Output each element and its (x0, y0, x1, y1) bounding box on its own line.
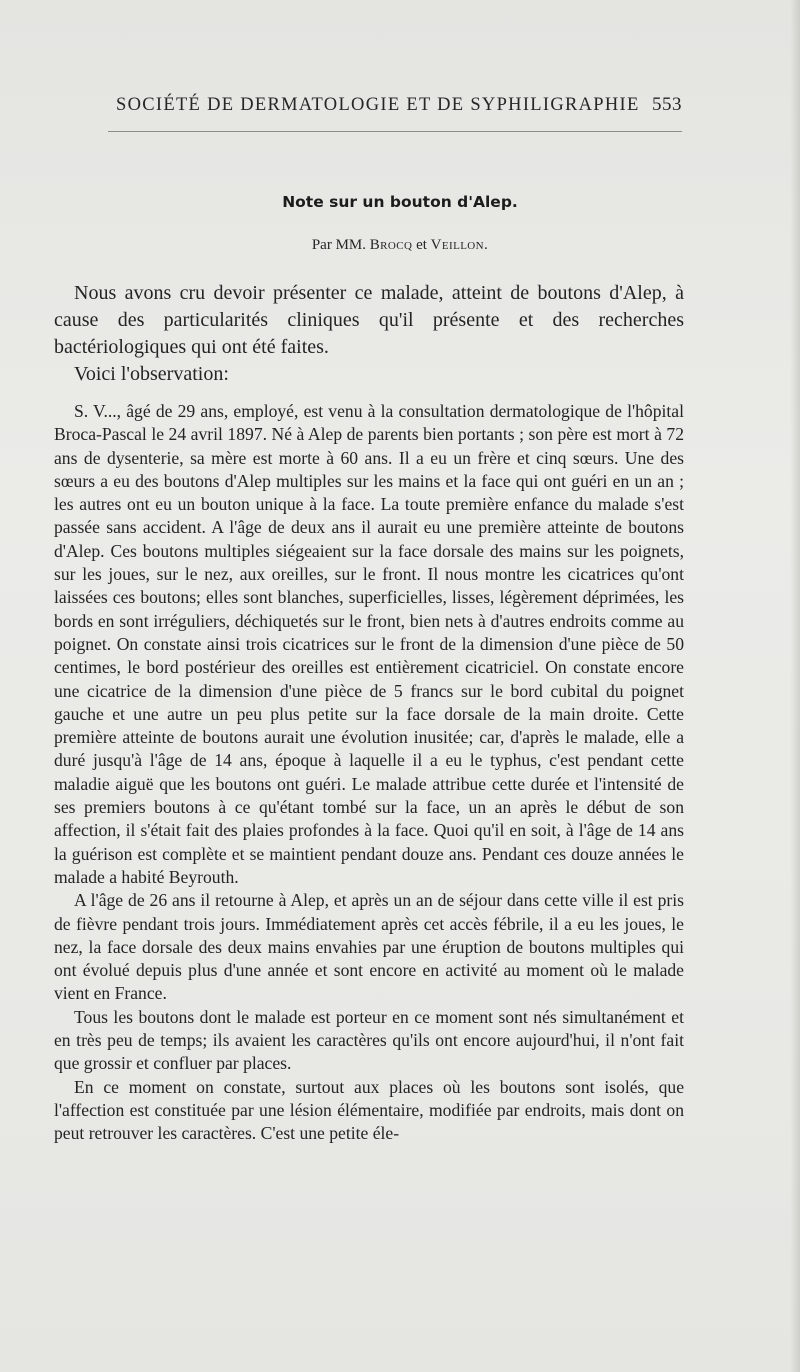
header-rule (108, 131, 682, 132)
page-edge-shadow (790, 0, 800, 1372)
observation-paragraph: S. V..., âgé de 29 ans, employé, est venu à la consultation dermatologique de l'hôpital Broca-Pascal le 24 avril 1897. Né à Alep de parents bien portants ; son père est mort à 72 ans de dysenterie, sa mère est morte à 60 ans. Il a eu un frère et cinq sœurs. Une des sœurs a eu des boutons d'Alep multiples sur les mains et la face qui ont guéri en un an ; les autres ont eu un bouton unique à la face. La toute première enfance du malade s'est passée sans accident. A l'âge de deux ans il aurait eu une première atteinte de boutons d'Alep. Ces boutons multiples siégeaient sur la face dorsale des mains sur les poignets, sur les joues, sur le nez, aux oreilles, sur le front. Il nous montre les cicatrices qu'ont laissées ces boutons; elles sont blanches, superficielles, lisses, légèrement déprimées, les bords en sont irréguliers, déchiquetés sur le front, bien nets à d'autres endroits comme au poignet. On constate ainsi trois cicatrices sur le front de la dimension d'une pièce de 50 centimes, le bord postérieur des oreilles est entièrement cicatriciel. On constate encore une cicatrice de la dimension d'une pièce de 5 francs sur le bord cubital du poignet gauche et une autre un peu plus petite sur la face dorsale de la main droite. Cette première atteinte de boutons aurait une évolution inusitée; car, d'après le malade, elle a duré jusqu'à l'âge de 14 ans, époque à laquelle il a eu le typhus, c'est pendant cette maladie aiguë que les boutons ont guéri. Le malade attribue cette durée et l'intensité de ses premiers boutons à ce qu'étant tombé sur la face, un an après le début de son affection, il s'était fait des plaies profondes à la face. Quoi qu'il en soit, à l'âge de 14 ans la guérison est complète et se maintient pendant douze ans. Pendant ces douze années le malade a habité Beyrouth. (54, 401, 684, 887)
authors-conjunction: et (416, 237, 427, 253)
article-title: Note sur un bouton d'Alep. (282, 193, 518, 211)
observation-paragraph: En ce moment on constate, surtout aux places où les boutons sont isolés, que l'affection est constituée par une lésion élémentaire, modifiée par endroits, mais dont on peut retrouver les caractères. C'est une petite éle- (54, 1076, 684, 1144)
observation-body (54, 400, 684, 1146)
observation-paragraph: Tous les boutons dont le malade est porteur en ce moment sont nés simultanément et en très peu de temps; ils avaient les caractères qu'ils ont encore aujourd'hui, il n'ont fait que grossir et confluer par places. (54, 1006, 684, 1074)
intro-paragraph: Nous avons cru devoir présenter ce malade, atteint de boutons d'Alep, à cause des particularités cliniques qu'il présente et des recherches bactériologiques qui ont été faites. (54, 282, 684, 358)
page-number: 553 (652, 94, 682, 115)
authors-prefix: Par MM. (311, 237, 366, 253)
running-header (116, 94, 682, 116)
article-authors (0, 237, 800, 254)
author-brocq: Brocq (369, 237, 413, 253)
running-title: SOCIÉTÉ DE DERMATOLOGIE ET DE SYPHILIGRAPHIE (116, 95, 640, 115)
intro-observation-lead: Voici l'observation: (74, 363, 229, 385)
observation-paragraph: A l'âge de 26 ans il retourne à Alep, et après un an de séjour dans cette ville il est pris de fièvre pendant trois jours. Immédiatement après cet accès fébrile, il a eu les joues, le nez, la face dorsale des deux mains envahies par une éruption de boutons multiples qui ont évolué depuis plus d'une année et sont encore en activité au moment où le malade vient en France. (54, 890, 684, 1004)
author-veillon: Veillon. (430, 237, 489, 253)
introduction (54, 280, 684, 388)
